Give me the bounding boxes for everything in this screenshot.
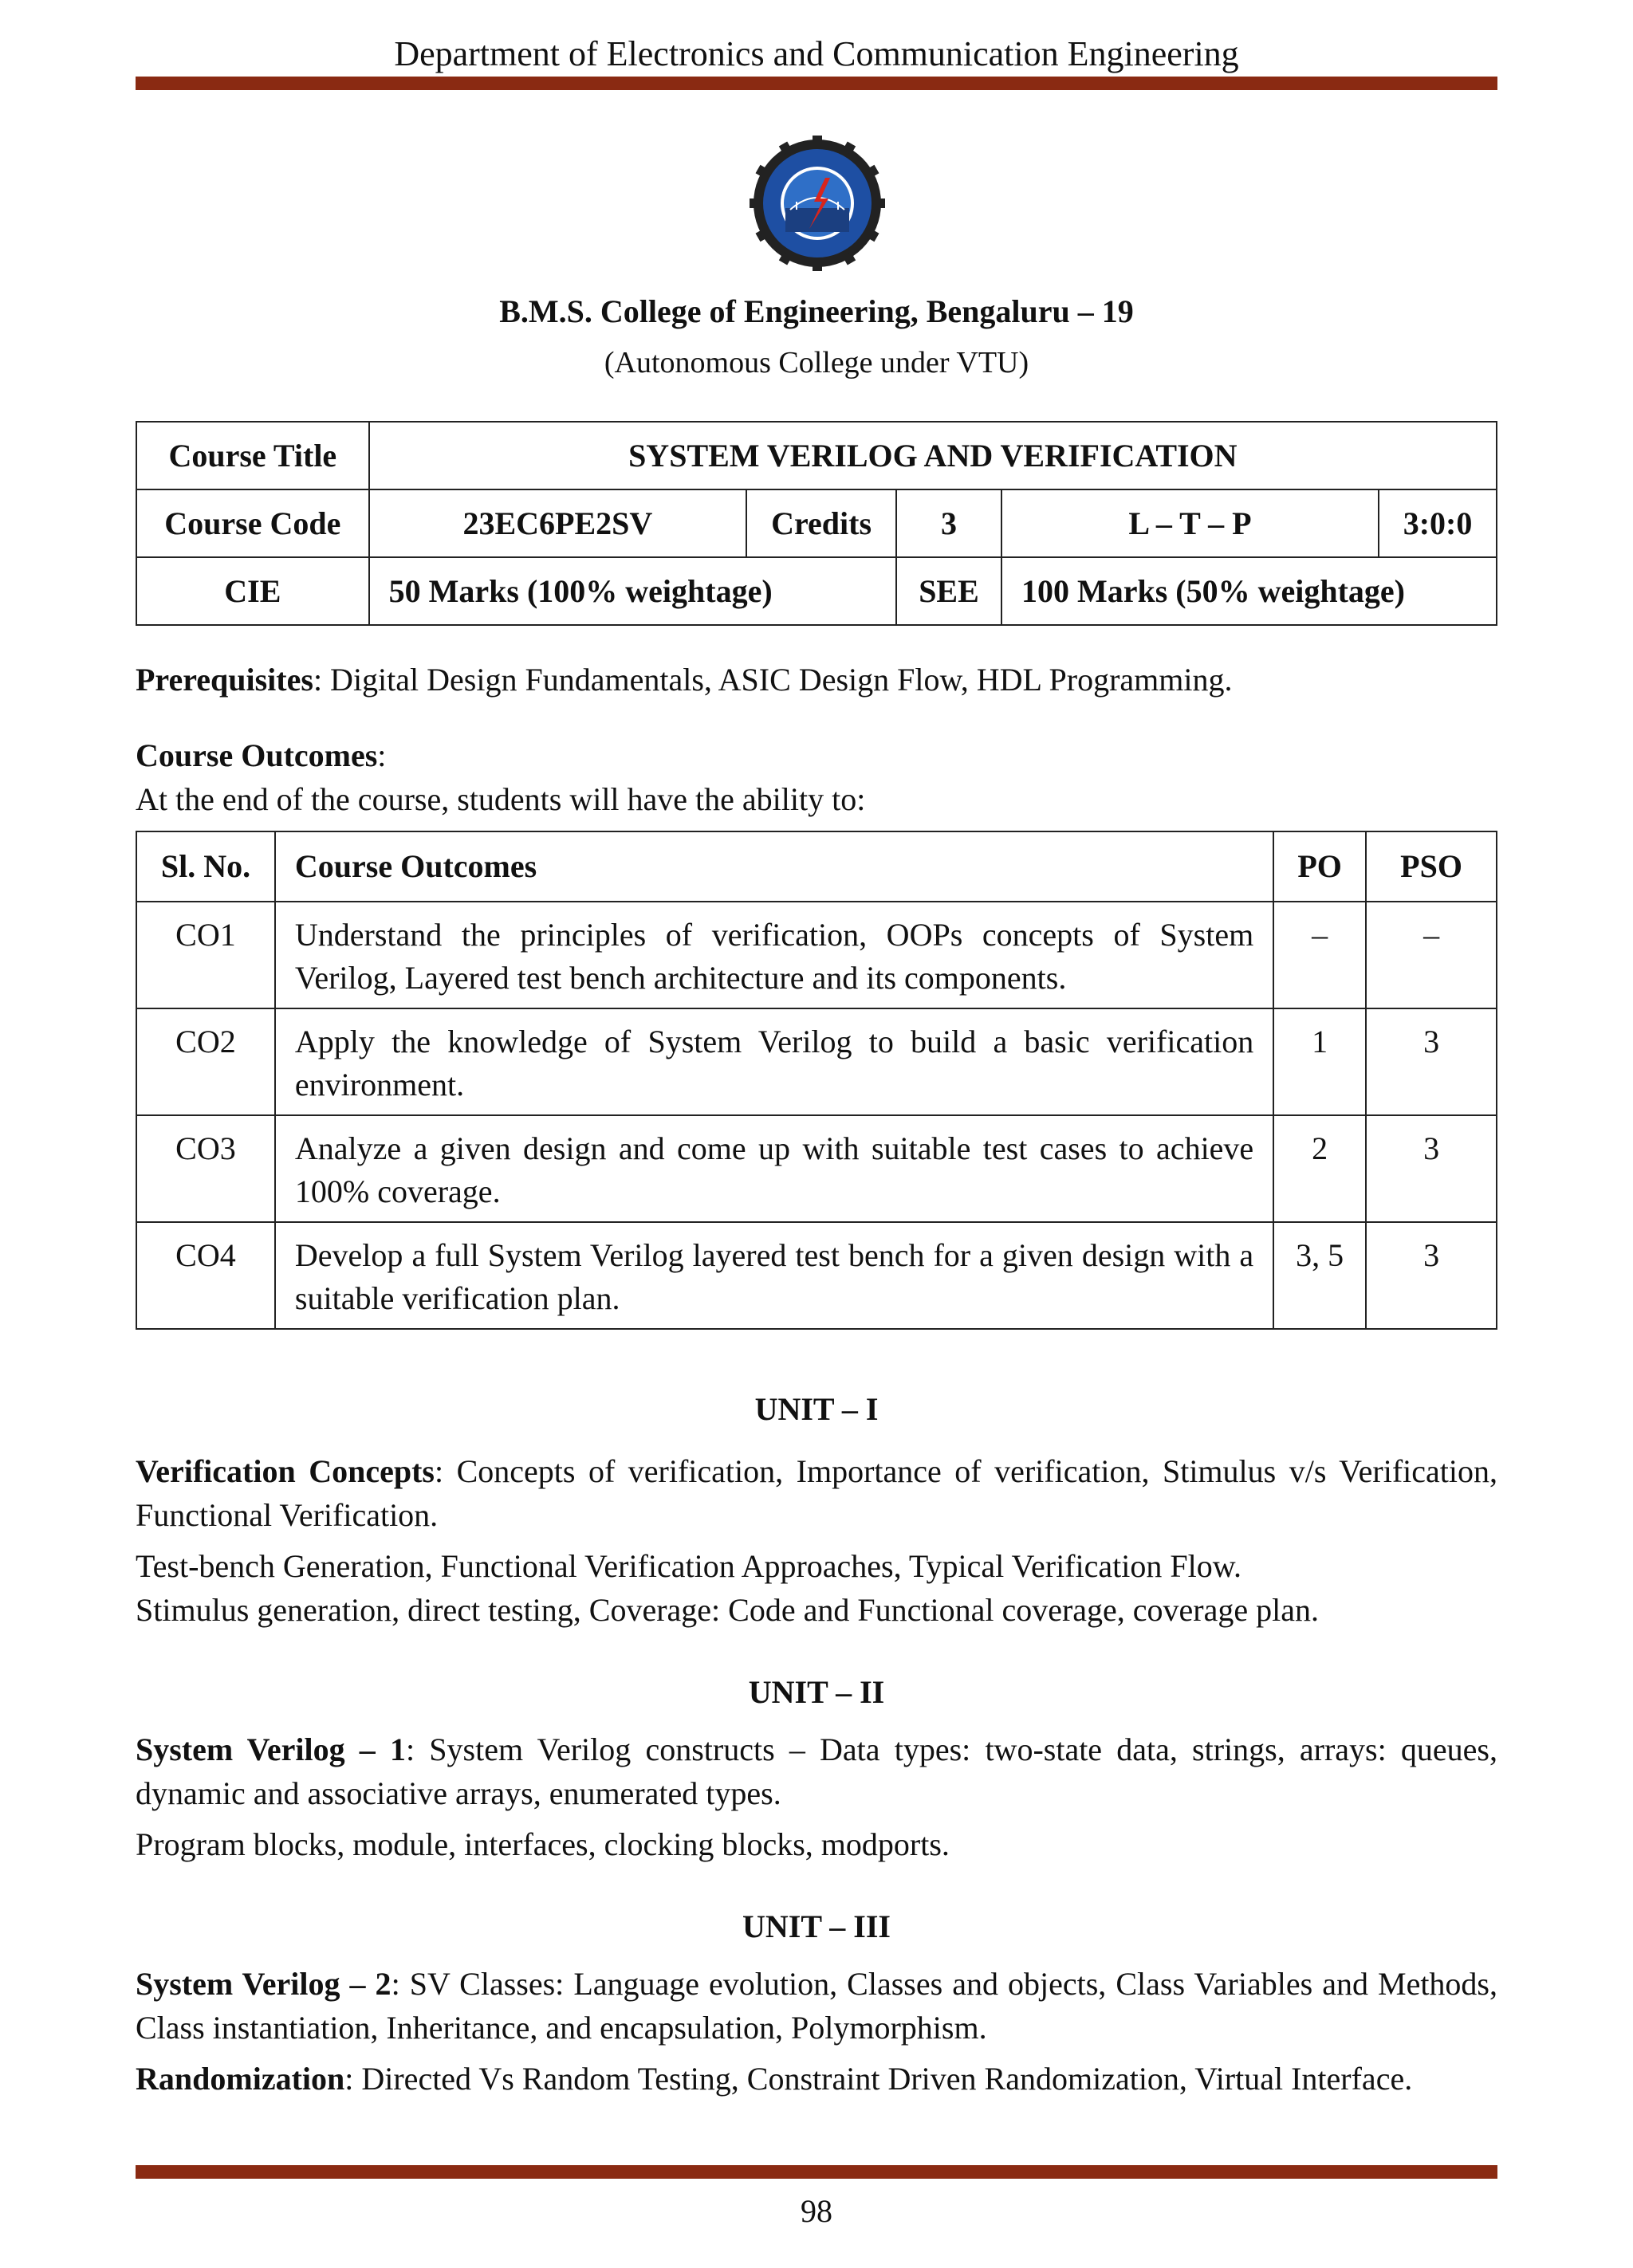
unit-1-para-3: Stimulus generation, direct testing, Coverage: Code and Functional coverage, coverage plan. xyxy=(136,1592,1319,1628)
table-row xyxy=(136,902,1497,1008)
unit-1-title: UNIT – I xyxy=(754,1391,879,1427)
co-po: 1 xyxy=(1273,1008,1366,1115)
co-pso: 3 xyxy=(1366,1222,1497,1329)
ltp-label: L – T – P xyxy=(1001,489,1379,557)
unit-1-para-1: Verification Concepts: Concepts of verification, Importance of verification, Stimulus v/s Verification, Functional Verification. xyxy=(136,1453,1497,1533)
co-po: 3, 5 xyxy=(1273,1222,1366,1329)
co-description: Understand the principles of verification, OOPs concepts of System Verilog, Layered test bench architecture and its components. xyxy=(275,902,1273,1008)
college-name: B.M.S. College of Engineering, Bengaluru – 19 xyxy=(499,293,1134,329)
prerequisites xyxy=(136,658,1497,702)
co-description: Analyze a given design and come up with suitable test cases to achieve 100% coverage. xyxy=(275,1115,1273,1222)
course-code-value: 23EC6PE2SV xyxy=(369,489,746,557)
header-pso: PSO xyxy=(1366,831,1497,902)
credits-label: Credits xyxy=(746,489,896,557)
co-pso: 3 xyxy=(1366,1008,1497,1115)
course-title-row xyxy=(136,422,1497,489)
header-po: PO xyxy=(1273,831,1366,902)
credits-value: 3 xyxy=(896,489,1001,557)
co-description: Develop a full System Verilog layered test bench for a given design with a suitable verification plan. xyxy=(275,1222,1273,1329)
college-subtitle: (Autonomous College under VTU) xyxy=(604,346,1029,379)
prerequisites-text: : Digital Design Fundamentals, ASIC Design Flow, HDL Programming. xyxy=(313,662,1233,698)
co-table-header xyxy=(136,831,1497,902)
co-id: CO4 xyxy=(136,1222,275,1329)
department-header: Department of Electronics and Communication Engineering xyxy=(394,34,1239,73)
course-outcomes-table xyxy=(136,831,1497,1330)
course-outcomes-label: Course Outcomes xyxy=(136,737,378,773)
course-code-label: Course Code xyxy=(136,489,369,557)
assessment-row xyxy=(136,557,1497,625)
college-logo xyxy=(750,136,885,271)
table-row xyxy=(136,1222,1497,1329)
co-id: CO2 xyxy=(136,1008,275,1115)
co-po: 2 xyxy=(1273,1115,1366,1222)
co-id: CO1 xyxy=(136,902,275,1008)
prerequisites-label: Prerequisites xyxy=(136,662,313,698)
header-slno: Sl. No. xyxy=(136,831,275,902)
ltp-value: 3:0:0 xyxy=(1379,489,1497,557)
co-id: CO3 xyxy=(136,1115,275,1222)
course-title-label: Course Title xyxy=(136,422,369,489)
unit-2-para-1: System Verilog – 1: System Verilog constructs – Data types: two-state data, strings, arrays: queues, dynamic and associative arrays, enumerated types. xyxy=(136,1731,1497,1811)
unit-3-title: UNIT – III xyxy=(742,1908,891,1944)
co-pso: 3 xyxy=(1366,1115,1497,1222)
cie-value: 50 Marks (100% weightage) xyxy=(369,557,896,625)
course-code-row xyxy=(136,489,1497,557)
footer-rule xyxy=(136,2165,1497,2179)
course-outcomes-heading: Course Outcomes: xyxy=(136,737,387,773)
header-rule xyxy=(136,77,1497,90)
co-pso: – xyxy=(1366,902,1497,1008)
course-title-value: SYSTEM VERILOG AND VERIFICATION xyxy=(369,422,1497,489)
unit-2-para-2: Program blocks, module, interfaces, clocking blocks, modports. xyxy=(136,1826,950,1862)
course-info-table xyxy=(136,421,1497,626)
unit-2-title: UNIT – II xyxy=(748,1674,885,1710)
course-outcomes-intro: At the end of the course, students will have the ability to: xyxy=(136,781,866,817)
header-outcome: Course Outcomes xyxy=(275,831,1273,902)
cie-label: CIE xyxy=(136,557,369,625)
see-label: SEE xyxy=(896,557,1001,625)
unit-3-para-1: System Verilog – 2: SV Classes: Language evolution, Classes and objects, Class Variables and Methods, Class instantiation, Inheritance, and encapsulation, Polymorphism. xyxy=(136,1966,1497,2046)
unit-3-para-2: Randomization: Directed Vs Random Testing, Constraint Driven Randomization, Virtual Interface. xyxy=(136,2061,1413,2097)
page-number: 98 xyxy=(801,2193,832,2229)
co-po: – xyxy=(1273,902,1366,1008)
see-value: 100 Marks (50% weightage) xyxy=(1001,557,1497,625)
table-row xyxy=(136,1115,1497,1222)
co-description: Apply the knowledge of System Verilog to build a basic verification environment. xyxy=(275,1008,1273,1115)
table-row xyxy=(136,1008,1497,1115)
unit-1-para-2: Test-bench Generation, Functional Verification Approaches, Typical Verification Flow. xyxy=(136,1548,1241,1584)
